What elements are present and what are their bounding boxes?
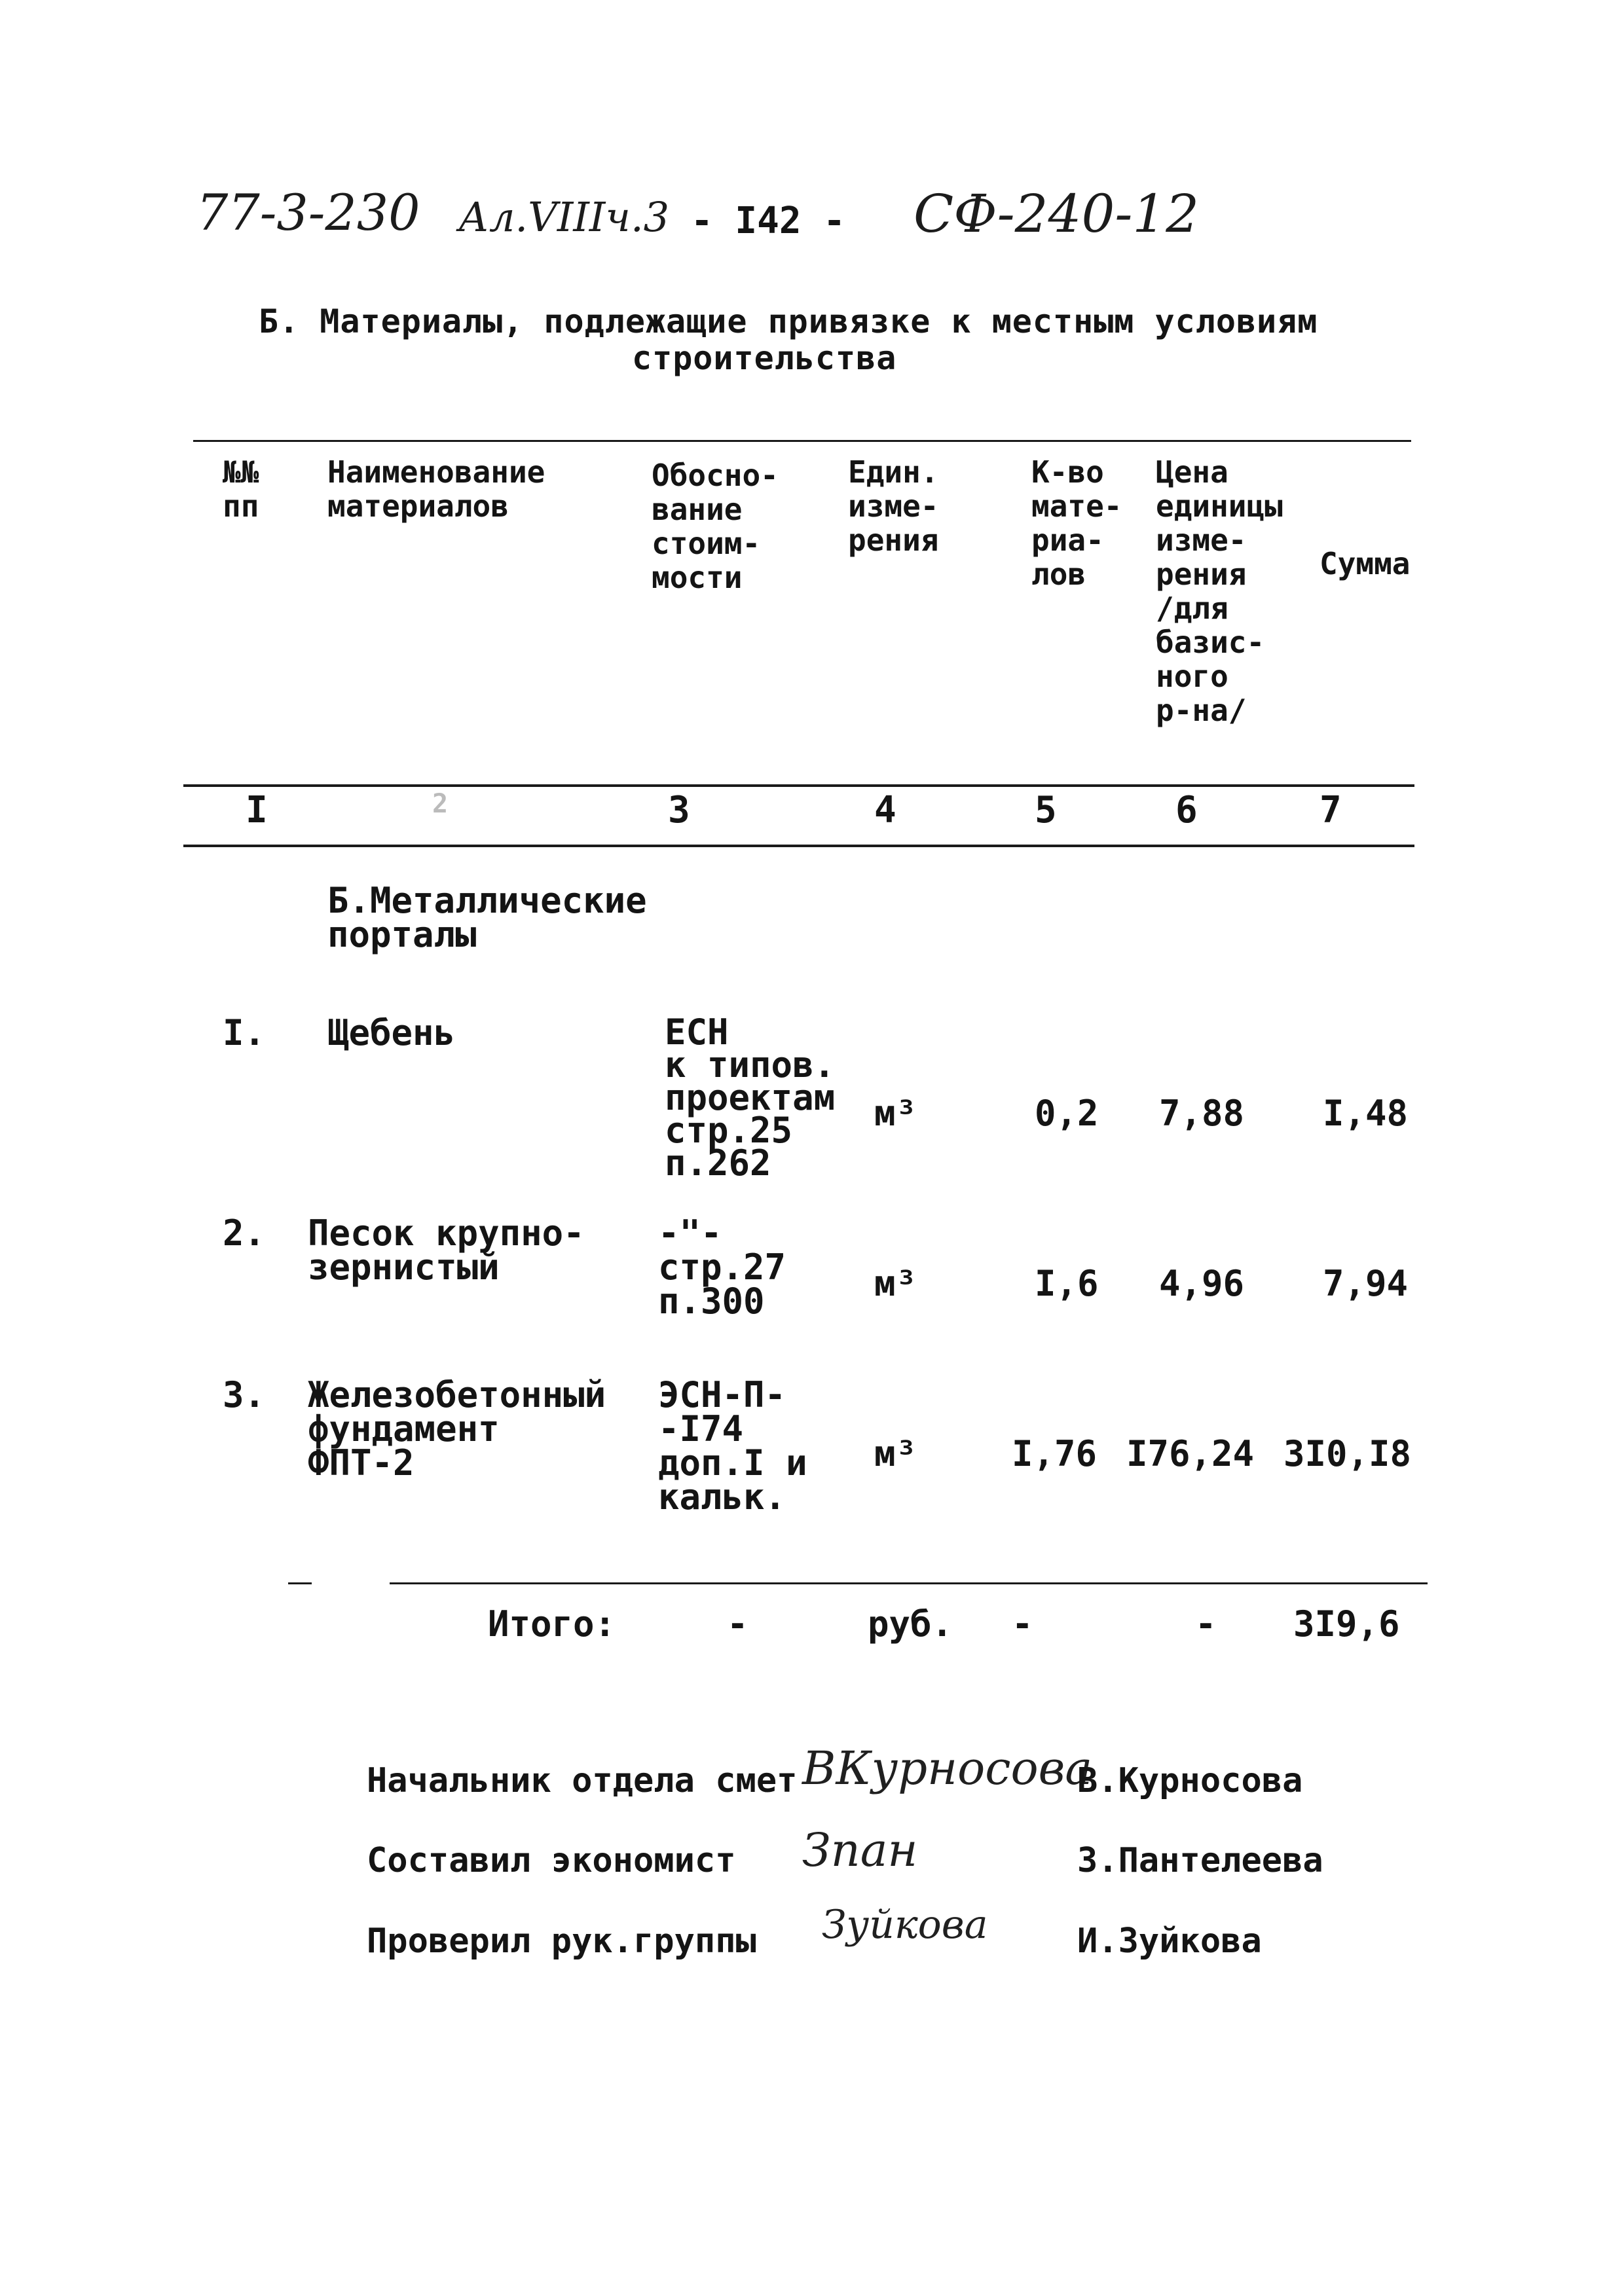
signer-name: И.Зуйкова [1077, 1922, 1262, 1961]
total-quantity: - [1012, 1603, 1033, 1645]
row-price: 4,96 [1159, 1263, 1245, 1304]
section-title-line1: Б. Материалы, подлежащие привязке к местным условиям [259, 302, 1318, 340]
row-material-name: Песок крупно- зернистый [308, 1212, 585, 1288]
handwritten-signature: Зпан [802, 1823, 918, 1877]
total-price: - [1195, 1603, 1217, 1645]
row-material-name: Щебень [327, 1012, 456, 1053]
col-header-quantity: К-во мате- риа- лов [1031, 454, 1122, 592]
col-number-1: I [246, 789, 268, 831]
row-number: 3. [223, 1374, 266, 1415]
col-header-sum: Сумма [1320, 546, 1411, 581]
signer-role: Составил экономист [367, 1841, 736, 1880]
row-material-name: Железобетонный фундамент ФПТ-2 [308, 1374, 606, 1484]
signer-name: З.Пантелеева [1077, 1841, 1323, 1880]
col-number-5: 5 [1035, 789, 1057, 831]
table-top-rule [193, 440, 1411, 442]
album-reference: Ал.VIIIч.3 [458, 193, 670, 241]
row-unit: м³ [874, 1263, 917, 1304]
total-label: Итого: [488, 1603, 616, 1645]
signer-name: В.Курносова [1077, 1761, 1303, 1800]
col-number-3: 3 [668, 789, 690, 831]
header-bottom-rule [183, 784, 1414, 787]
row-sum: 7,94 [1323, 1263, 1409, 1304]
row-sum: I,48 [1323, 1093, 1409, 1134]
row-unit: м³ [874, 1093, 917, 1134]
col-header-number: №№ пп [223, 454, 259, 524]
row-price: I76,24 [1126, 1433, 1255, 1474]
row-price: 7,88 [1159, 1093, 1245, 1134]
signer-role: Проверил рук.группы [367, 1922, 756, 1961]
col-header-unit: Един. изме- рения [848, 454, 939, 558]
col-number-6: 6 [1175, 789, 1198, 831]
row-unit: м³ [874, 1433, 917, 1474]
col-number-2: 2 [432, 789, 449, 819]
total-unit: руб. [868, 1603, 953, 1645]
total-sum: 3I9,6 [1293, 1603, 1400, 1645]
row-number: 2. [223, 1212, 266, 1254]
document-code-right: СФ-240-12 [913, 183, 1200, 244]
row-number: I. [223, 1012, 266, 1053]
handwritten-signature: Зуйкова [822, 1902, 988, 1948]
row-basis: ЭСН-П- -I74 доп.I и кальк. [658, 1374, 807, 1518]
total-basis: - [727, 1603, 748, 1645]
section-title-line2: строительства [632, 339, 897, 377]
row-basis: -"- стр.27 п.300 [658, 1212, 786, 1322]
col-header-name: Наименование материалов [327, 454, 545, 524]
row-quantity: 0,2 [1035, 1093, 1099, 1134]
row-basis: ЕСН к типов. проектам стр.25 п.262 [665, 1011, 836, 1184]
total-rule-dash [288, 1582, 312, 1584]
numbers-bottom-rule [183, 845, 1414, 847]
row-sum: 3I0,I8 [1283, 1433, 1412, 1474]
col-number-7: 7 [1320, 789, 1342, 831]
table-section-title: Б.Металлические порталы [327, 880, 647, 955]
page-number: - I42 - [691, 200, 846, 242]
col-header-price: Цена единицы изме- рения /для базис- ного р-на/ [1156, 454, 1283, 728]
col-header-basis: Обосно- вание стоим- мости [652, 458, 779, 595]
row-quantity: I,6 [1035, 1263, 1099, 1304]
handwritten-signature: ВКурносова [802, 1741, 1093, 1795]
signer-role: Начальник отдела смет [367, 1761, 798, 1800]
document-code: 77-3-230 [196, 183, 420, 242]
row-quantity: I,76 [1012, 1433, 1098, 1474]
total-rule [390, 1582, 1428, 1584]
col-number-4: 4 [874, 789, 896, 831]
